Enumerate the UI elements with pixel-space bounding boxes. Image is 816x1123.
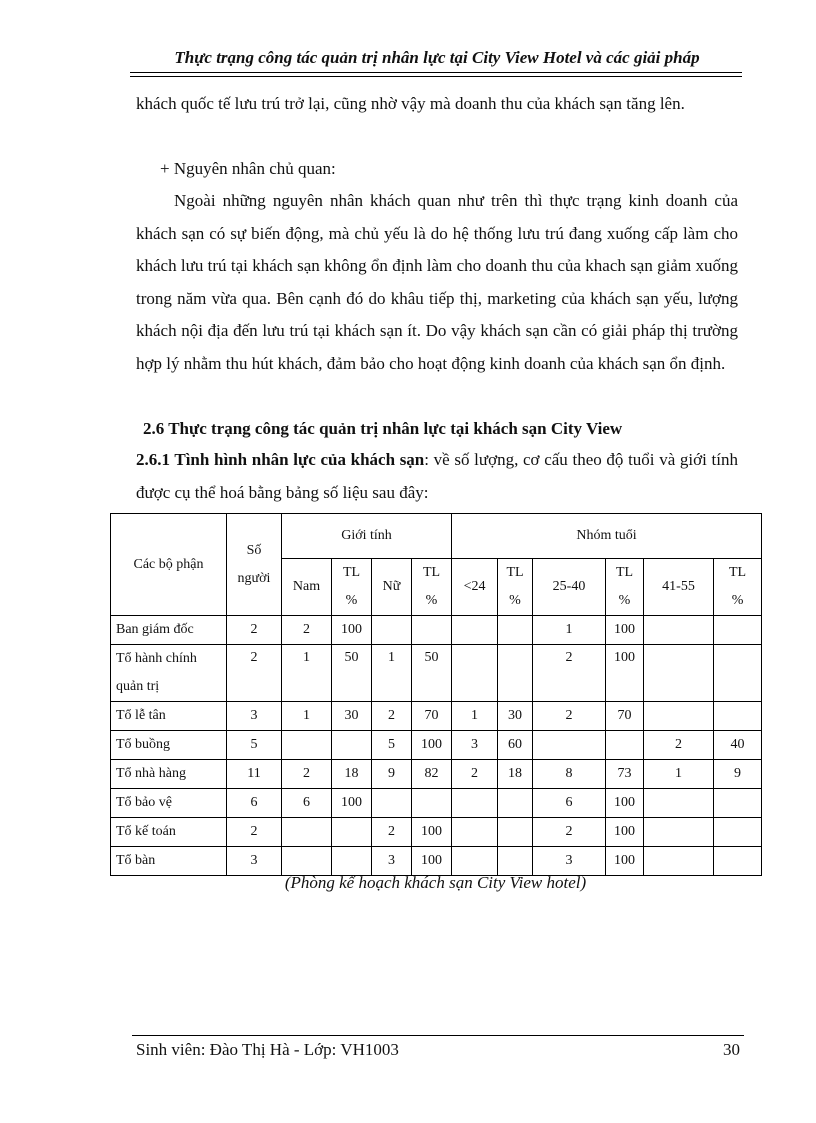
tl-label: TL (615, 565, 634, 580)
table-cell: 2 (282, 616, 332, 645)
table-cell (332, 818, 372, 847)
table-cell (498, 789, 533, 818)
table-cell: 5 (372, 731, 412, 760)
table-row (111, 731, 762, 760)
header-headcount-line2: người (237, 570, 271, 586)
table-cell (714, 702, 762, 731)
table-row (111, 616, 762, 645)
paragraph-2-6-1 (136, 444, 738, 509)
department-cell (111, 616, 227, 645)
table-cell: 50 (332, 645, 372, 702)
pct-label: % (345, 593, 358, 608)
table-cell: 6 (533, 789, 606, 818)
table-cell (533, 731, 606, 760)
table-cell: 18 (332, 760, 372, 789)
header-41-55: 41-55 (644, 559, 714, 616)
tl-label: TL (728, 565, 747, 580)
header-under-24-pct (498, 559, 533, 616)
table-cell: 1 (282, 645, 332, 702)
table-cell (714, 645, 762, 702)
table-cell (452, 616, 498, 645)
table-cell: 1 (452, 702, 498, 731)
table-cell: 40 (714, 731, 762, 760)
pct-label: % (509, 593, 521, 608)
table-cell (372, 616, 412, 645)
header-age-group: Nhóm tuổi (452, 514, 762, 559)
table-cell (498, 847, 533, 876)
table-cell: 2 (644, 731, 714, 760)
table-cell (452, 789, 498, 818)
table-cell (282, 731, 332, 760)
header-41-55-pct (714, 559, 762, 616)
header-male: Nam (282, 559, 332, 616)
header-female-pct (412, 559, 452, 616)
table-cell (714, 789, 762, 818)
page-number: 30 (723, 1040, 740, 1059)
department-name: Tổ nhà hàng (116, 766, 186, 781)
table-cell: 3 (227, 847, 282, 876)
department-name: Tổ buồng (116, 737, 171, 752)
table-cell: 6 (282, 789, 332, 818)
department-name: Tổ bàn (116, 853, 156, 868)
table-cell: 2 (227, 616, 282, 645)
header-gender: Giới tính (282, 514, 452, 559)
subsection-heading-2-6-1: 2.6.1 Tình hình nhân lực của khách sạn (136, 450, 425, 469)
table-cell: 1 (372, 645, 412, 702)
table-cell: 2 (452, 760, 498, 789)
header-25-40-pct (606, 559, 644, 616)
table-cell (644, 702, 714, 731)
table-cell: 60 (498, 731, 533, 760)
table-cell: 3 (227, 702, 282, 731)
table-cell: 6 (227, 789, 282, 818)
table-cell (606, 731, 644, 760)
paragraph-subjective-causes: + Nguyên nhân chủ quan: (160, 159, 336, 178)
table-cell: 70 (412, 702, 452, 731)
department-cell (111, 645, 227, 702)
table-cell: 18 (498, 760, 533, 789)
department-name-line2: quản trị (116, 679, 160, 694)
table-cell (644, 616, 714, 645)
table-cell (372, 789, 412, 818)
table-cell (714, 616, 762, 645)
table-cell (644, 818, 714, 847)
table-cell: 100 (606, 789, 644, 818)
table-cell: 1 (644, 760, 714, 789)
table-cell (332, 847, 372, 876)
header-rule-thin (130, 76, 742, 77)
table-cell: 2 (282, 760, 332, 789)
staff-table-body (111, 616, 762, 876)
header-male-pct (332, 559, 372, 616)
header-headcount (227, 514, 282, 616)
table-cell (332, 731, 372, 760)
table-cell (644, 847, 714, 876)
table-cell: 100 (606, 616, 644, 645)
table-cell (714, 818, 762, 847)
table-cell (644, 789, 714, 818)
department-cell (111, 789, 227, 818)
table-cell (452, 847, 498, 876)
table-cell (644, 645, 714, 702)
table-cell (452, 645, 498, 702)
table-cell: 100 (606, 847, 644, 876)
table-cell: 100 (332, 616, 372, 645)
department-name: Tổ bảo vệ (116, 795, 172, 810)
tl-label: TL (342, 565, 361, 580)
paragraph-1: khách quốc tế lưu trú trở lại, cũng nhờ vậy mà doanh thu của khách sạn tăng lên. (136, 94, 685, 113)
table-row (111, 760, 762, 789)
department-name: Tổ hành chính (116, 651, 197, 666)
header-rule (130, 72, 742, 73)
table-row (111, 847, 762, 876)
table-cell: 30 (332, 702, 372, 731)
footer-student-info: Sinh viên: Đào Thị Hà - Lớp: VH1003 (136, 1040, 399, 1059)
table-cell: 100 (606, 818, 644, 847)
table-cell: 30 (498, 702, 533, 731)
table-cell: 3 (452, 731, 498, 760)
department-name: Tổ lễ tân (116, 708, 166, 723)
table-cell: 82 (412, 760, 452, 789)
table-cell (282, 847, 332, 876)
table-cell (412, 789, 452, 818)
staff-table (110, 513, 762, 876)
header-female: Nữ (372, 559, 412, 616)
department-name: Ban giám đốc (116, 622, 194, 637)
table-cell: 70 (606, 702, 644, 731)
table-cell: 5 (227, 731, 282, 760)
table-cell: 100 (412, 818, 452, 847)
table-cell: 3 (372, 847, 412, 876)
table-cell: 1 (533, 616, 606, 645)
department-name: Tổ kế toán (116, 824, 176, 839)
department-cell (111, 731, 227, 760)
table-cell (498, 645, 533, 702)
table-row (111, 645, 762, 702)
table-cell: 1 (282, 702, 332, 731)
department-cell (111, 702, 227, 731)
department-cell (111, 760, 227, 789)
department-cell (111, 847, 227, 876)
table-cell: 8 (533, 760, 606, 789)
tl-label: TL (506, 565, 524, 580)
subsection-text: : về số lượng, cơ cấu theo độ tuổi và giới tính được cụ thể hoá bằng bảng số liệu sau đây: (136, 450, 738, 502)
header-headcount-line1: Số (246, 542, 262, 558)
paragraph-3: Ngoài những nguyên nhân khách quan như trên thì thực trạng kinh doanh của khách sạn có sự biến động, mà chủ yếu là do hệ thống lưu trú đang xuống cấp làm cho khách lưu trú tại khách sạn không ổn định làm cho doanh thu của khach sạn giảm xuống trong năm vừa qua. Bên cạnh đó do khâu tiếp thị, marketing của khách sạn yếu, lượng khách nội địa đến lưu trú tại khách sạn ít. Do vậy khách sạn cần có giải pháp thị trường hợp lý nhằm thu hút khách, đảm bảo cho hoạt động kinh doanh của khách sạn ổn định. (136, 191, 738, 373)
table-cell: 2 (227, 645, 282, 702)
table-cell: 2 (533, 818, 606, 847)
pct-label: % (425, 593, 438, 608)
table-cell: 9 (372, 760, 412, 789)
table-cell: 2 (533, 645, 606, 702)
table-cell (412, 616, 452, 645)
table-cell: 3 (533, 847, 606, 876)
table-row (111, 818, 762, 847)
pct-label: % (731, 593, 744, 608)
running-header: Thực trạng công tác quản trị nhân lực tại City View Hotel và các giải pháp (174, 48, 700, 67)
department-cell (111, 818, 227, 847)
table-cell: 73 (606, 760, 644, 789)
table-cell: 2 (533, 702, 606, 731)
header-departments: Các bộ phận (111, 514, 227, 616)
table-cell (282, 818, 332, 847)
table-cell: 2 (372, 818, 412, 847)
header-under-24: <24 (452, 559, 498, 616)
table-cell (498, 818, 533, 847)
table-cell (714, 847, 762, 876)
table-caption: (Phòng kế hoạch khách sạn City View hotel) (284, 873, 587, 892)
pct-label: % (618, 593, 631, 608)
table-cell: 11 (227, 760, 282, 789)
table-cell: 2 (227, 818, 282, 847)
table-cell: 100 (412, 731, 452, 760)
table-cell: 100 (606, 645, 644, 702)
table-cell: 100 (332, 789, 372, 818)
footer-rule (132, 1035, 744, 1036)
table-cell: 100 (412, 847, 452, 876)
table-cell (452, 818, 498, 847)
table-row (111, 789, 762, 818)
header-25-40: 25-40 (533, 559, 606, 616)
tl-label: TL (422, 565, 441, 580)
table-cell: 50 (412, 645, 452, 702)
table-row (111, 702, 762, 731)
table-cell (498, 616, 533, 645)
section-heading-2-6: 2.6 Thực trạng công tác quản trị nhân lực tại khách sạn City View (143, 419, 623, 438)
table-cell: 2 (372, 702, 412, 731)
table-cell: 9 (714, 760, 762, 789)
